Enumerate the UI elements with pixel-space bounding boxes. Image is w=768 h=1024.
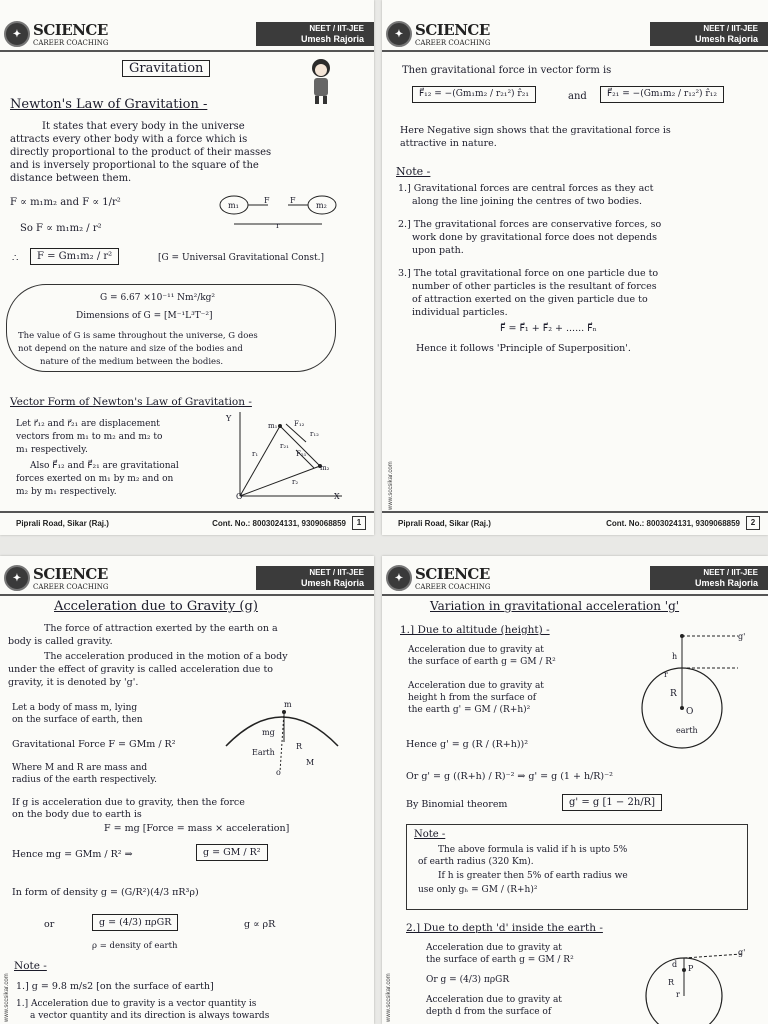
if-line: on the body due to earth is (12, 809, 142, 820)
proportion-line: So F ∝ m₁m₂ / r² (20, 223, 102, 234)
axis-label-x: X (334, 492, 340, 501)
g-definition: [G = Universal Gravitational Const.] (158, 253, 324, 263)
side-url: www.sccsikar.com (4, 973, 10, 1022)
diagram-label-M: M (306, 758, 315, 767)
note-line: 2.] The gravitational forces are conservative forces, so (398, 219, 662, 230)
diagram2-label-P: P (688, 964, 694, 973)
teacher-name: Umesh Rajoria (300, 578, 364, 588)
or-line: Or g' = g ((R+h) / R)⁻² ⇒ g' = g (1 + h/R)⁻² (406, 771, 613, 782)
diagram-label-h: h (672, 652, 678, 661)
logo-subtitle: CAREER COACHING (33, 39, 109, 47)
distance-label: r (276, 221, 280, 230)
vector-label-r21: r₂₁ (280, 442, 289, 450)
cloud-line: nature of the medium between the bodies. (40, 357, 224, 367)
vector-force-f21-box: F⃗₂₁ = −(Gm₁m₂ / r₁₂²) r̂₁₂ (600, 86, 724, 103)
vector-force-f12-box: F⃗₁₂ = −(Gm₁m₂ / r₂₁²) r̂₂₁ (412, 86, 536, 103)
note-line: use only gₕ = GM / (R+h)² (418, 885, 538, 895)
axis-label-y: Y (226, 414, 232, 423)
diagram-label-r: r (664, 670, 668, 679)
vector-line: m₁ respectively. (16, 445, 88, 455)
header-rule (0, 50, 374, 52)
footer-address: Piprali Road, Sikar (Raj.) (398, 519, 491, 528)
therefore-icon: ∴ (12, 253, 19, 264)
g-density-box: g = (4/3) πρGR (92, 914, 178, 931)
para-line: gravity, it is denoted by 'g'. (8, 677, 139, 688)
where-line: Where M and R are mass and (12, 763, 148, 773)
depth-line: the surface of earth g = GM / R² (426, 955, 574, 965)
logo-title: SCIENCE (33, 565, 108, 583)
rho-definition: ρ = density of earth (92, 941, 178, 951)
g-altitude-box: g' = g [1 − 2h/R] (562, 794, 662, 811)
diagram2-label-gprime: g' (738, 948, 746, 957)
page-1 (0, 0, 374, 535)
vector-label-m1: m₁ (268, 422, 278, 430)
note-line: work done by gravitational force does not depends (412, 232, 658, 243)
g-formula-box: g = GM / R² (196, 844, 268, 861)
logo-subtitle: CAREER COACHING (415, 583, 491, 591)
page-2 (382, 0, 768, 535)
header-rule (382, 594, 768, 596)
logo-emblem-icon: ✦ (386, 565, 412, 591)
superposition-line: Hence it follows 'Principle of Superposition'. (416, 343, 631, 354)
page-footer (0, 511, 374, 535)
note-line: of attraction exerted on the given particle due to (412, 294, 648, 305)
logo (386, 21, 491, 47)
logo-title: SCIENCE (415, 21, 490, 39)
note-line: If h is greater then 5% of earth radius we (438, 871, 628, 881)
exam-label: NEET / IIT-JEE (309, 568, 364, 577)
hence-line: Hence mg = GMm / R² ⇒ (12, 849, 133, 860)
page-4 (382, 556, 768, 1024)
diagram-label-m: m (284, 700, 292, 709)
page-header (382, 564, 768, 592)
page-title: Variation in gravitational acceleration 'g' (430, 599, 680, 613)
diagram2-label-d: d (672, 960, 678, 969)
note-heading: Note - (396, 165, 431, 178)
para-line: The force of attraction exerted by the earth on a (44, 623, 278, 634)
note-line: 1.] Acceleration due to gravity is a vector quantity is (16, 999, 257, 1009)
vector-label-r2: r₂ (292, 478, 299, 486)
footer-contact: Cont. No.: 8003024131, 9309068859 (212, 519, 346, 528)
header-badge (650, 22, 768, 46)
page-header (382, 20, 768, 48)
para-line: Let a body of mass m, lying (12, 703, 138, 713)
binomial-line: By Binomial theorem (406, 799, 508, 810)
altitude-line: the surface of earth g = GM / R² (408, 657, 556, 667)
diagram-label-O: O (686, 707, 694, 717)
diagram-label-earth: earth (676, 726, 698, 735)
page-number: 2 (746, 516, 760, 530)
para-line: distance between them. (10, 173, 132, 184)
note-line: upon path. (412, 245, 464, 256)
note-line: individual particles. (412, 307, 508, 318)
page-footer (382, 511, 768, 535)
para-line: directly proportional to the product of their masses (10, 147, 272, 158)
vector-label-f21: F₂₁ (296, 450, 307, 458)
gravitational-force-line: Gravitational Force F = GMm / R² (12, 739, 176, 750)
note-line: 1.] Gravitational forces are central forces as they act (398, 183, 654, 194)
intro-line: Then gravitational force in vector form is (402, 65, 612, 76)
where-line: radius of the earth respectively. (12, 775, 157, 785)
page-header (0, 564, 374, 592)
diagram-label-earth: Earth (252, 748, 275, 757)
vector-line: vectors from m₁ to m₂ and m₂ to (16, 432, 163, 442)
note-line: 1.] g = 9.8 m/s2 [on the surface of earth] (16, 981, 214, 992)
vector-line: Also F⃗₁₂ and F⃗₂₁ are gravitational (30, 461, 179, 471)
logo-emblem-icon: ✦ (386, 21, 412, 47)
header-badge (256, 566, 374, 590)
or-label: or (44, 919, 55, 930)
logo (386, 565, 491, 591)
note-heading: Note - (414, 829, 446, 840)
earth-arc-diagram (222, 702, 342, 778)
depth-or-line: Or g = (4/3) πρGR (426, 975, 510, 985)
note-line: The above formula is valid if h is upto 5% (438, 845, 628, 855)
note-line: along the line joining the centres of two bodies. (412, 196, 643, 207)
logo-subtitle: CAREER COACHING (415, 39, 491, 47)
page-title: Gravitation (122, 60, 210, 77)
force-label: F (264, 196, 270, 205)
depth-diagram (644, 946, 744, 1024)
cartoon-teacher-icon (306, 56, 336, 106)
para-line: and is inversely proportional to the square of the (10, 160, 259, 171)
vector-line: m₂ by m₁ respectively. (16, 487, 117, 497)
proportion-line: F ∝ m₁m₂ and F ∝ 1/r² (10, 197, 121, 208)
teacher-name: Umesh Rajoria (694, 34, 758, 44)
vector-label-f12: F₁₂ (294, 420, 305, 428)
cloud-line: not depend on the nature and size of the bodies and (18, 344, 243, 354)
depth-line: depth d from the surface of (426, 1007, 552, 1017)
vector-line: forces exerted on m₁ by m₂ and on (16, 474, 174, 484)
if-line: If g is acceleration due to gravity, then the force (12, 797, 245, 808)
mass-label-m1: m₁ (228, 201, 239, 210)
proportionality-line: g ∝ ρR (244, 919, 276, 930)
density-line: In form of density g = (G/R²)(4/3 πR³ρ) (12, 887, 199, 898)
depth-line: Acceleration due to gravity at (426, 943, 562, 953)
para-line: It states that every body in the universe (42, 121, 245, 132)
note-heading: Note - (14, 960, 47, 972)
note-line: of earth radius (320 Km). (418, 857, 534, 867)
gravitation-formula-box: F = Gm₁m₂ / r² (30, 248, 119, 265)
footer-contact: Cont. No.: 8003024131, 9309068859 (606, 519, 740, 528)
side-url: www.sccsikar.com (386, 973, 392, 1022)
note-line: a vector quantity and its direction is always towards (30, 1011, 270, 1021)
diagram-label-R: R (296, 742, 303, 751)
logo-emblem-icon: ✦ (4, 565, 30, 591)
hence-line: Hence g' = g (R / (R+h))² (406, 739, 529, 750)
vector-label-r1: r₁ (252, 450, 259, 458)
para-line: attracts every other body with a force which is (10, 134, 248, 145)
note-line: 3.] The total gravitational force on one particle due to (398, 268, 659, 279)
logo (4, 565, 109, 591)
exam-label: NEET / IIT-JEE (703, 568, 758, 577)
side-url: www.sccsikar.com (388, 461, 394, 510)
force-label: F (290, 196, 296, 205)
page-3 (0, 556, 374, 1024)
and-label: and (568, 91, 587, 102)
exam-label: NEET / IIT-JEE (309, 24, 364, 33)
teacher-name: Umesh Rajoria (694, 578, 758, 588)
altitude-line: Acceleration due to gravity at (408, 681, 544, 691)
g-dimensions: Dimensions of G = [M⁻¹L³T⁻²] (76, 311, 213, 321)
mass-label-m2: m₂ (316, 201, 327, 210)
para-line: under the effect of gravity is called acceleration due to (8, 664, 273, 675)
para-line: on the surface of earth, then (12, 715, 143, 725)
diagram-label-o: o (276, 768, 281, 777)
diagram2-label-R: R (668, 978, 675, 987)
diagram2-label-r: r (676, 990, 680, 999)
diagram-label-mg: mg (262, 728, 275, 737)
altitude-line: Acceleration due to gravity at (408, 645, 544, 655)
diagram-label-R: R (670, 689, 677, 699)
section-heading: 1.] Due to altitude (height) - (400, 624, 550, 636)
para-line: The acceleration produced in the motion of a body (44, 651, 288, 662)
logo-title: SCIENCE (415, 565, 490, 583)
teacher-name: Umesh Rajoria (300, 34, 364, 44)
cloud-line: The value of G is same throughout the universe, G does (18, 331, 258, 341)
superposition-sum: F⃗ = F⃗₁ + F⃗₂ + ...... F⃗ₙ (500, 323, 597, 334)
origin-label: O (236, 492, 243, 501)
page-title: Acceleration due to Gravity (g) (54, 599, 258, 614)
negative-sign-line: Here Negative sign shows that the gravitational force is (400, 125, 671, 136)
exam-label: NEET / IIT-JEE (703, 24, 758, 33)
para-line: body is called gravity. (8, 636, 113, 647)
note-line: number of other particles is the resultant of forces (412, 281, 657, 292)
header-badge (256, 22, 374, 46)
logo (4, 21, 109, 47)
vector-line: Let r⃗₁₂ and r⃗₂₁ are displacement (16, 419, 160, 429)
page-header (0, 20, 374, 48)
vector-heading: Vector Form of Newton's Law of Gravitation - (10, 396, 252, 408)
negative-sign-line: attractive in nature. (400, 138, 497, 149)
logo-subtitle: CAREER COACHING (33, 583, 109, 591)
altitude-line: the earth g' = GM / (R+h)² (408, 705, 531, 715)
page-number: 1 (352, 516, 366, 530)
vector-label-r12: r₁₂ (310, 430, 319, 438)
header-rule (0, 594, 374, 596)
section-heading: 2.] Due to depth 'd' inside the earth - (406, 922, 603, 934)
footer-address: Piprali Road, Sikar (Raj.) (16, 519, 109, 528)
vector-label-m2: m₂ (320, 464, 330, 472)
diagram-label-gprime: g' (738, 632, 746, 641)
logo-emblem-icon: ✦ (4, 21, 30, 47)
depth-line: Acceleration due to gravity at (426, 995, 562, 1005)
g-value: G = 6.67 ×10⁻¹¹ Nm²/kg² (100, 293, 216, 303)
logo-title: SCIENCE (33, 21, 108, 39)
header-badge (650, 566, 768, 590)
altitude-line: height h from the surface of (408, 693, 537, 703)
header-rule (382, 50, 768, 52)
section-heading: Newton's Law of Gravitation - (10, 97, 208, 112)
force-mg-line: F = mg [Force = mass × acceleration] (104, 823, 290, 834)
